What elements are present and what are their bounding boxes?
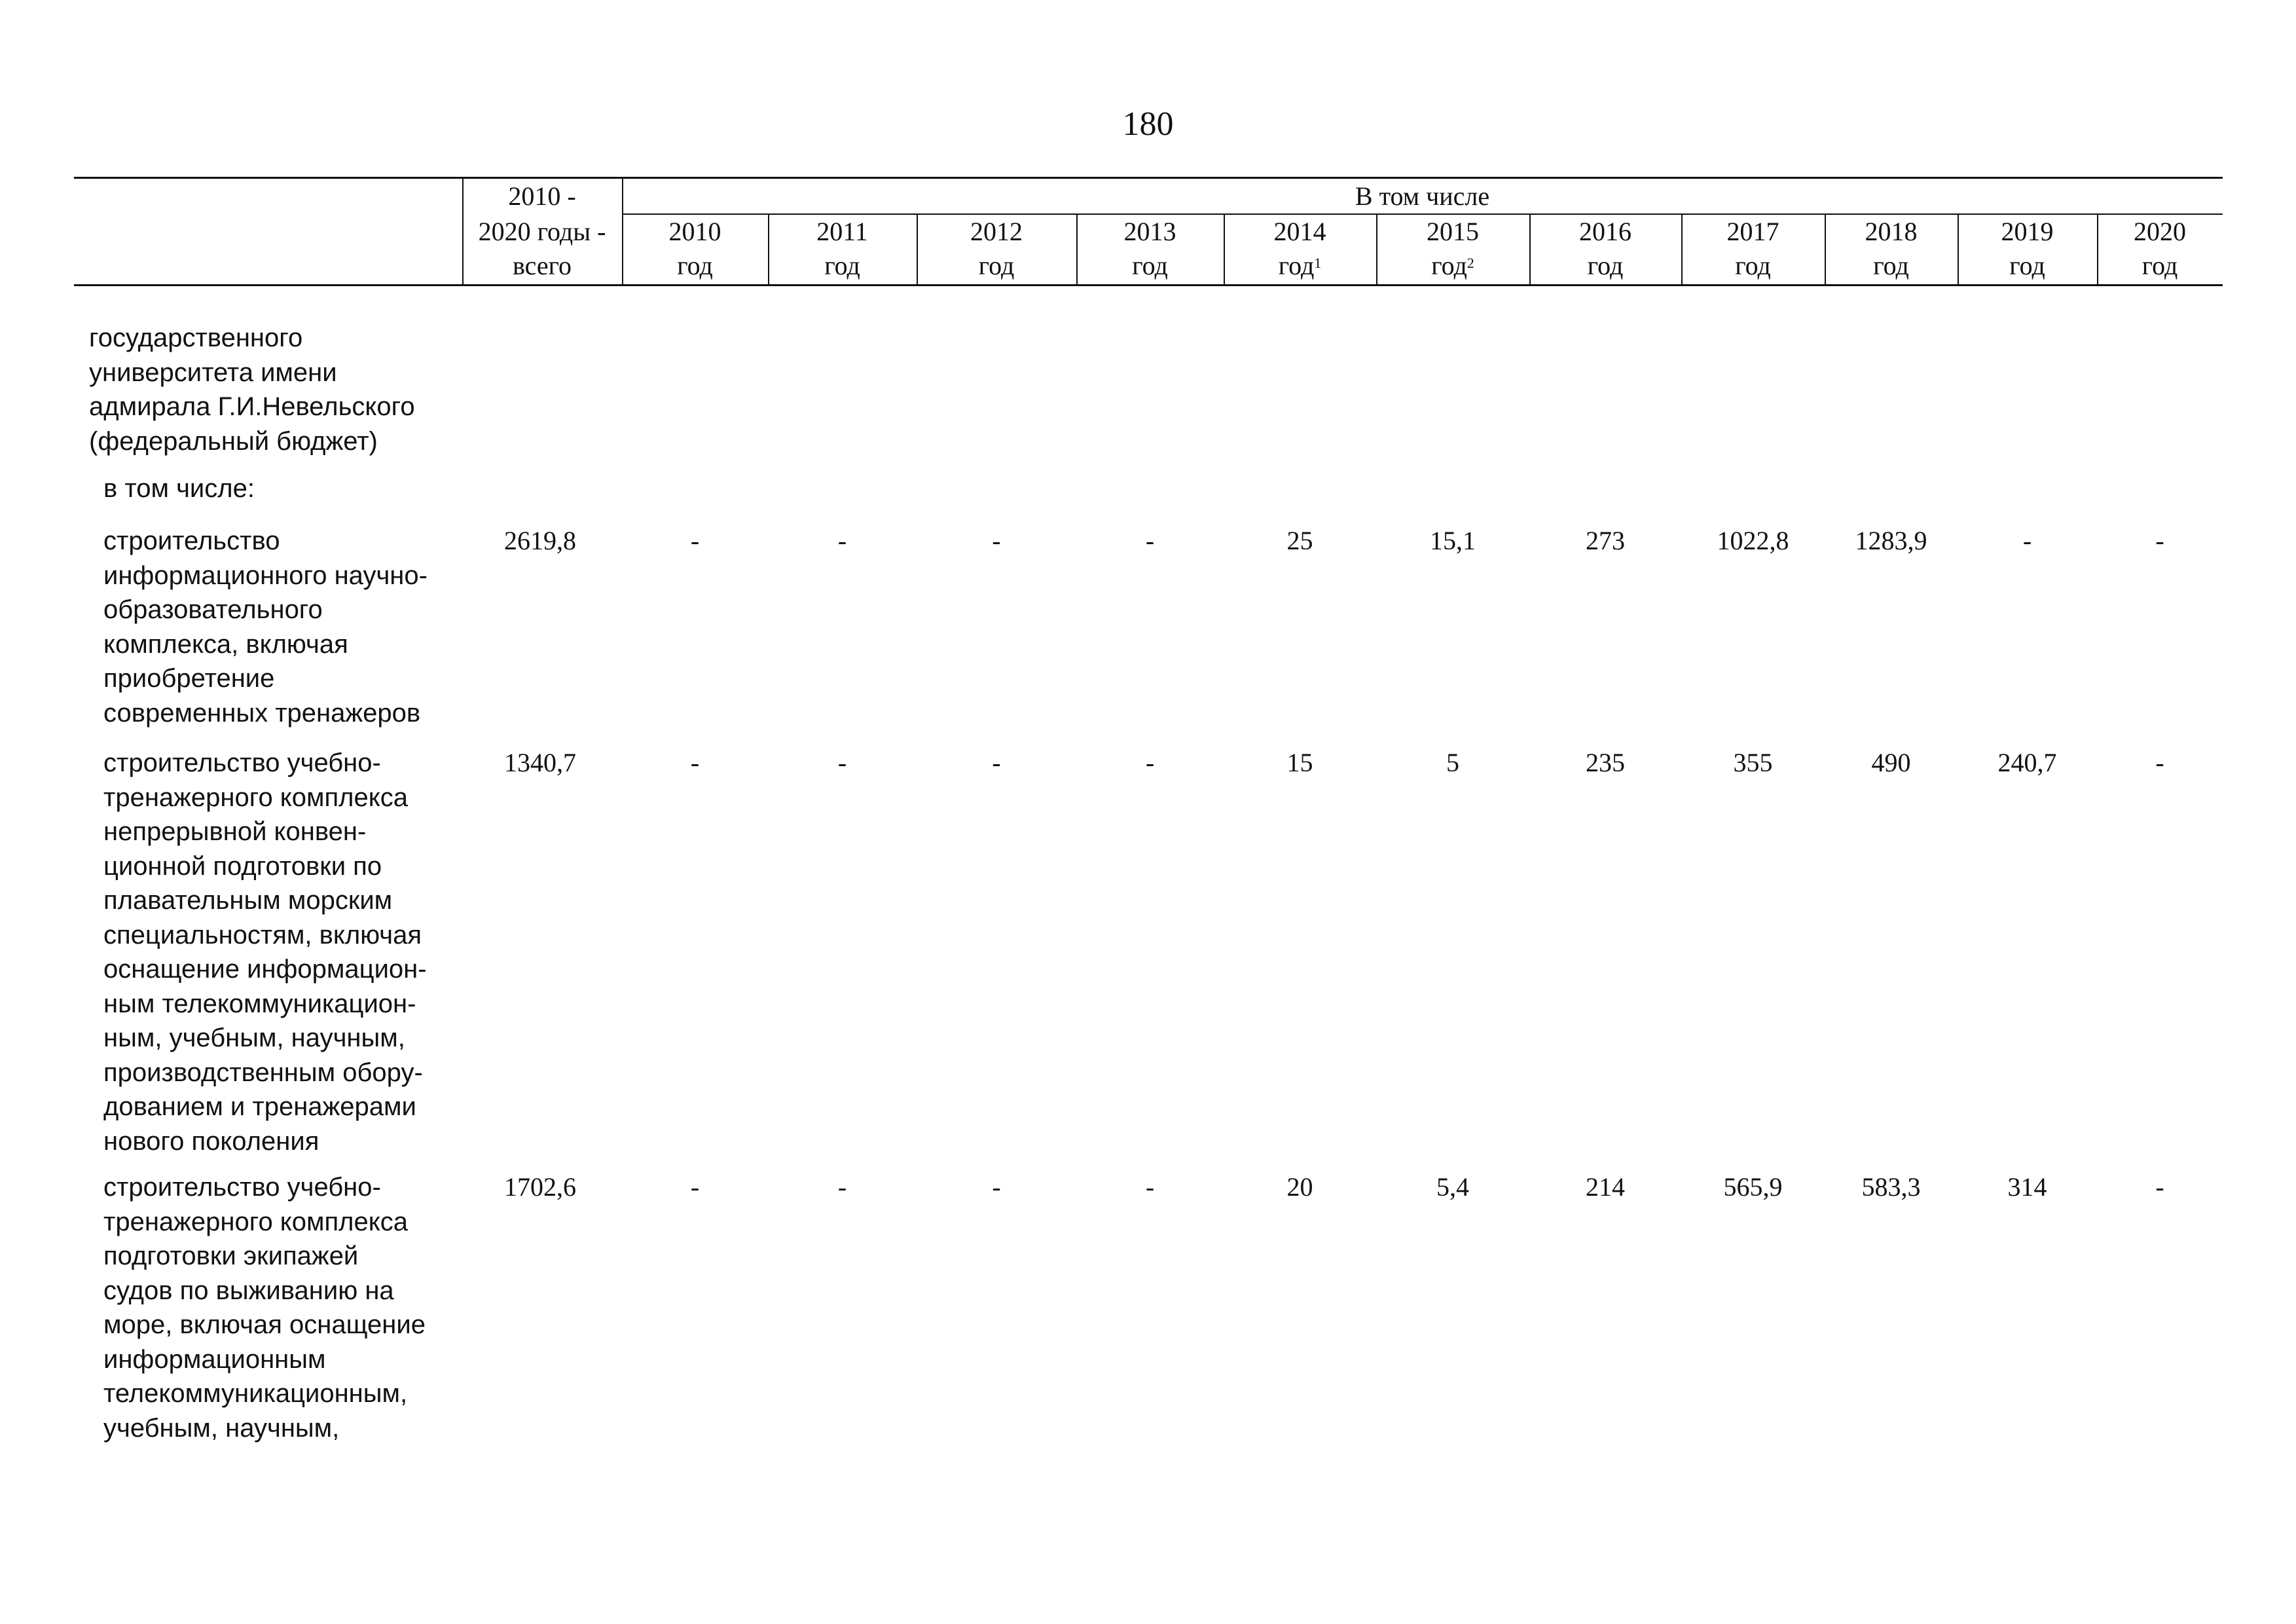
row-total: 1340,7 <box>504 748 576 777</box>
row-year-value: 25 <box>1286 526 1313 555</box>
row-year-value: 214 <box>1586 1172 1625 1202</box>
header-year-unit <box>1825 249 1958 283</box>
row-year-value: - <box>690 748 700 777</box>
header-total-bottom: всего <box>512 251 572 280</box>
header-year-unit-text: год <box>1278 251 1315 280</box>
row-year-value: - <box>2155 526 2164 555</box>
header-year-unit-text: год <box>1873 251 1909 280</box>
row-year-value: 240,7 <box>1997 748 2057 777</box>
header-year-unit <box>1529 249 1681 283</box>
header-year: 2018 <box>1865 217 1918 246</box>
header-year-unit-text: год <box>978 251 1015 280</box>
header-year: 2020 <box>2134 217 2186 246</box>
row-year-value: - <box>1145 526 1155 555</box>
header-year-unit-text: год <box>1431 251 1467 280</box>
header-year-unit-text: год <box>1132 251 1168 280</box>
header-top-rule <box>74 177 2223 179</box>
row-year-value: - <box>992 1172 1001 1202</box>
row-year-value: - <box>690 526 700 555</box>
header-year-unit-text: год <box>824 251 860 280</box>
row-label: строительство информационного научно- образовательного комплекса, включая приобретение современных тренажеров <box>103 526 428 728</box>
row-label: строительство учебно- тренажерного комплекса подготовки экипажей судов по выживанию на море, включая оснащение информационным телекоммуникационным, учебным, научным, <box>103 1173 426 1443</box>
row-year-value: 5 <box>1446 748 1459 777</box>
footnote-marker: 2 <box>1467 255 1474 271</box>
header-year-unit <box>1958 249 2097 283</box>
header-year: 2012 <box>970 217 1023 246</box>
row-year-value: 20 <box>1286 1172 1313 1202</box>
header-year-unit <box>1076 249 1224 283</box>
header-group-label: В том числе <box>1355 181 1490 211</box>
subheading: в том числе: <box>103 474 255 503</box>
header-year-unit <box>622 249 768 283</box>
row-total: 2619,8 <box>504 526 576 555</box>
footnote-marker: 1 <box>1314 255 1322 271</box>
row-year-value: 490 <box>1871 748 1911 777</box>
row-year-value: - <box>837 526 847 555</box>
header-year-unit-text: год <box>677 251 713 280</box>
row-year-value: 583,3 <box>1861 1172 1921 1202</box>
header-year-unit-text: год <box>2141 251 2178 280</box>
header-year-unit <box>1224 249 1376 283</box>
header-year: 2014 <box>1273 217 1326 246</box>
header-total-top: 2010 - <box>508 181 576 211</box>
header-year-unit <box>917 249 1076 283</box>
header-year-unit <box>768 249 917 283</box>
row-year-value: - <box>992 748 1001 777</box>
header-year-unit <box>1376 249 1529 283</box>
header-year: 2011 <box>816 217 868 246</box>
row-year-value: - <box>992 526 1001 555</box>
row-year-value: - <box>2022 526 2032 555</box>
header-year-unit <box>2097 249 2223 283</box>
header-year: 2015 <box>1427 217 1479 246</box>
row-year-value: 1022,8 <box>1717 526 1789 555</box>
row-year-value: - <box>837 1172 847 1202</box>
row-year-value: 5,4 <box>1436 1172 1469 1202</box>
header-year-unit <box>1681 249 1825 283</box>
header-total-mid: 2020 годы - <box>478 217 606 246</box>
header-year: 2019 <box>2001 217 2054 246</box>
row-year-value: 355 <box>1733 748 1773 777</box>
page-number: 180 <box>1122 105 1174 143</box>
row-year-value: - <box>2155 1172 2164 1202</box>
header-bottom-rule <box>74 284 2223 286</box>
row-total: 1702,6 <box>504 1172 576 1202</box>
header-year-unit-text: год <box>1587 251 1624 280</box>
row-year-value: - <box>1145 1172 1155 1202</box>
header-year: 2016 <box>1579 217 1631 246</box>
row-year-value: 314 <box>2007 1172 2047 1202</box>
intro-text: государственного университета имени адмирала Г.И.Невельского (федеральный бюджет) <box>89 323 415 456</box>
row-year-value: 273 <box>1586 526 1625 555</box>
header-year-unit-text: год <box>1735 251 1771 280</box>
row-year-value: - <box>690 1172 700 1202</box>
row-label: строительство учебно- тренажерного комплекса непрерывной конвен- ционной подготовки по плавательным морским специальностям, включая оснащение информацион- ным телекоммуникацион- ным, учебным, научным, производственным обору- дованием и тренажерами нового поколения <box>103 748 427 1156</box>
header-year: 2013 <box>1123 217 1176 246</box>
row-year-value: 565,9 <box>1723 1172 1783 1202</box>
row-year-value: - <box>837 748 847 777</box>
row-year-value: 15,1 <box>1430 526 1476 555</box>
row-year-value: - <box>1145 748 1155 777</box>
header-year-unit-text: год <box>2009 251 2045 280</box>
row-year-value: - <box>2155 748 2164 777</box>
header-year: 2010 <box>668 217 721 246</box>
row-year-value: 235 <box>1586 748 1625 777</box>
row-year-value: 15 <box>1286 748 1313 777</box>
row-year-value: 1283,9 <box>1855 526 1927 555</box>
header-year: 2017 <box>1726 217 1779 246</box>
